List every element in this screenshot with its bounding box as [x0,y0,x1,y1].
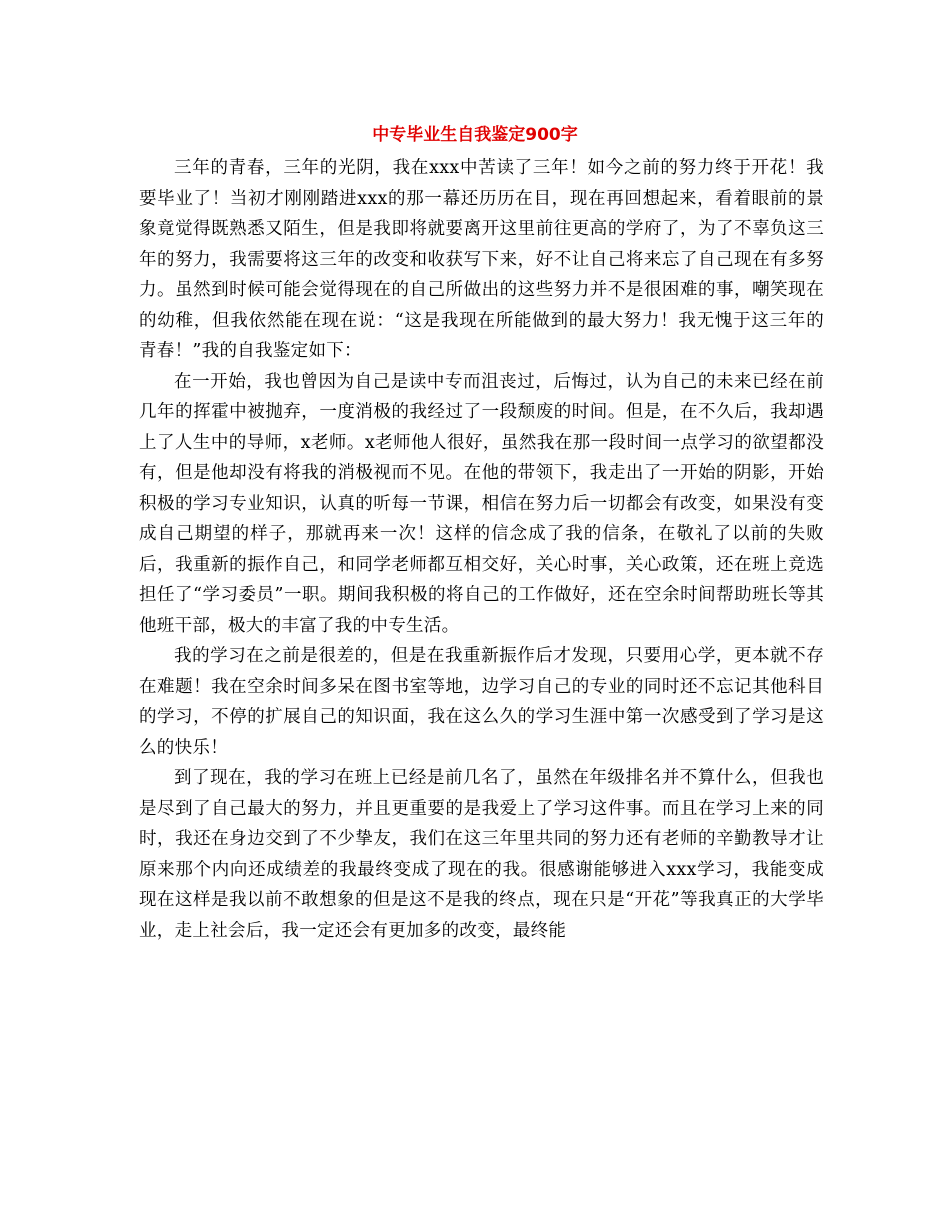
paragraph-4: 到了现在，我的学习在班上已经是前几名了，虽然在年级排名并不算什么，但我也是尽到了自己最大的努力，并且更重要的是我爱上了学习这件事。而且在学习上来的同时，我还在身边交到了不少挚友，我们在这三年里共同的努力还有老师的辛勤教导才让原来那个内向还成绩差的我最终变成了现在的我。很感谢能够进入xxx学习，我能变成现在这样是我以前不敢想象的但是这不是我的终点，现在只是“开花”等我真正的大学毕业，走上社会后，我一定还会有更加多的改变，最终能 [139,768,824,941]
paragraph-3: 我的学习在之前是很差的，但是在我重新振作后才发现，只要用心学，更本就不存在难题！我在空余时间多呆在图书室等地，边学习自己的专业的同时还不忘记其他科目的学习，不停的扩展自己的知识面，我在这么久的学习生涯中第一次感受到了学习是这么的快乐！ [139,646,824,758]
document-body [139,153,824,946]
paragraph-2: 在一开始，我也曾因为自己是读中专而沮丧过，后悔过，认为自己的未来已经在前几年的挥霍中被抛弃，一度消极的我经过了一段颓废的时间。但是，在不久后，我却遇上了人生中的导师，x老师。x老师他人很好，虽然我在那一段时间一点学习的欲望都没有，但是他却没有将我的消极视而不见。在他的带领下，我走出了一开始的阴影，开始积极的学习专业知识，认真的听每一节课，相信在努力后一切都会有改变，如果没有变成自己期望的样子，那就再来一次！这样的信念成了我的信条，在敬礼了以前的失败后，我重新的振作自己，和同学老师都互相交好，关心时事，关心政策，还在班上竞选担任了“学习委员”一职。期间我积极的将自己的工作做好，还在空余时间帮助班长等其他班干部，极大的丰富了我的中专生活。 [139,371,824,636]
paragraph-1: 三年的青春，三年的光阴，我在xxx中苦读了三年！如今之前的努力终于开花！我要毕业了！当初才刚刚踏进xxx的那一幕还历历在目，现在再回想起来，看着眼前的景象竟觉得既熟悉又陌生，但是我即将就要离开这里前往更高的学府了，为了不辜负这三年的努力，我需要将这三年的改变和收获写下来，好不让自己将来忘了自己现在有多努力。虽然到时候可能会觉得现在的自己所做出的这些努力并不是很困难的事，嘲笑现在的幼稚，但我依然能在现在说：“这是我现在所能做到的最大努力！我无愧于这三年的青春！”我的自我鉴定如下： [139,158,824,361]
document-title: 中专毕业生自我鉴定900字 [372,125,578,145]
